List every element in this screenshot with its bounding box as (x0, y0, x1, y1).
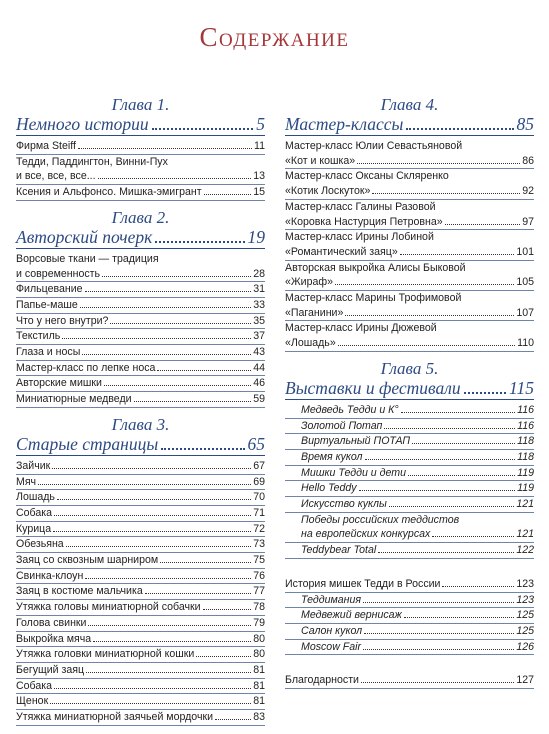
page-title: Содержание (199, 22, 350, 52)
chapter-title-link[interactable] (16, 114, 265, 136)
entry-title: и современность (16, 267, 101, 280)
entry-page-number: 80 (253, 648, 265, 661)
dot-leader (400, 254, 515, 255)
entry-title: Заяц со сквозным шарниром (16, 554, 159, 567)
toc-entry[interactable] (285, 291, 534, 306)
entry-page-number: 97 (522, 215, 534, 228)
dot-leader (78, 148, 252, 149)
entry-title: Папье-маше (16, 298, 78, 311)
entry-page-number: 123 (516, 593, 534, 606)
dot-leader (203, 609, 252, 610)
toc-entry[interactable] (285, 154, 534, 170)
dot-leader (93, 641, 251, 642)
entry-title: История мишек Тедди в России (285, 577, 441, 590)
dot-leader (384, 428, 515, 429)
chapter-number: Глава 4. (380, 95, 439, 114)
toc-entry[interactable] (16, 632, 265, 648)
entry-page-number: 76 (253, 569, 265, 582)
entry-title: и все, все, все... (16, 170, 96, 183)
toc-right-column (285, 96, 534, 697)
entry-page-number: 43 (253, 346, 265, 359)
toc-entry[interactable] (285, 577, 534, 593)
dot-leader (54, 515, 251, 516)
chapter-page-number: 85 (516, 114, 534, 134)
entry-title: «Романтический заяц» (285, 245, 398, 258)
chapter-number: Глава 2. (111, 207, 170, 227)
entry-title: Собака (16, 679, 53, 692)
toc-entry[interactable] (16, 392, 265, 408)
dot-leader (145, 593, 251, 594)
dot-leader (86, 672, 251, 673)
toc-entry[interactable] (16, 155, 265, 170)
dot-leader (204, 194, 252, 195)
chapter-number: Глава 5. (380, 358, 439, 378)
toc-entry[interactable] (16, 329, 265, 345)
toc-entry[interactable] (16, 314, 265, 330)
entry-title: Обезьяна (16, 538, 64, 551)
entry-page-number: 37 (253, 330, 265, 343)
chapter-title: Старые страницы (16, 433, 159, 454)
entry-title: Мастер-класс Ирины Лобиной (285, 231, 434, 244)
entry-title: Ворсовые ткани — традиция (16, 252, 159, 265)
entry-title: Teddybear Total (301, 544, 377, 557)
entry-page-number: 119 (517, 466, 534, 479)
toc-left-column (16, 96, 265, 734)
toc-entry[interactable] (16, 647, 265, 663)
toc-entry[interactable] (16, 522, 265, 538)
entry-title: «Кот и кошка» (285, 154, 356, 167)
entry-page-number: 81 (253, 695, 265, 708)
dot-leader (38, 484, 251, 485)
entry-title: Теддимания (301, 593, 362, 606)
entry-page-number: 13 (253, 170, 265, 183)
entry-page-number: 70 (253, 491, 265, 504)
entry-page-number: 71 (253, 506, 265, 519)
entry-page-number: 35 (253, 314, 265, 327)
entry-title: Зайчик (16, 459, 51, 472)
entry-page-number: 121 (516, 528, 534, 541)
toc-entry[interactable] (285, 275, 534, 291)
toc-entry[interactable] (16, 376, 265, 392)
toc-entry[interactable] (285, 466, 534, 482)
toc-entry[interactable] (16, 361, 265, 377)
chapter-title: Выставки и фестивали (285, 377, 461, 398)
dot-leader (50, 703, 251, 704)
entry-page-number: 116 (517, 403, 534, 416)
entry-title: Салон кукол (301, 624, 363, 637)
entry-title: Золотой Потап (301, 419, 383, 432)
entry-title: Глаза и носы (16, 346, 81, 359)
dot-leader (432, 536, 514, 537)
dot-leader (152, 128, 254, 130)
chapter-page-number: 5 (256, 114, 265, 134)
dot-leader (82, 354, 251, 355)
dot-leader (406, 128, 513, 130)
entry-title: Фирма Steiff (16, 140, 76, 152)
entry-title: «Коровка Настурция Петровна» (285, 215, 443, 228)
section-gap (285, 663, 534, 673)
toc-entry[interactable] (285, 321, 534, 336)
entry-page-number: 69 (253, 475, 265, 488)
toc-entry[interactable] (16, 252, 265, 267)
entry-title: Мастер-класс Юлии Севастьяновой (285, 140, 463, 152)
entry-title: Заяц в костюме мальчика (16, 585, 143, 598)
entry-page-number: 31 (253, 283, 265, 296)
entry-page-number: 75 (253, 554, 265, 567)
toc-entry[interactable] (285, 403, 534, 419)
entry-page-number: 126 (516, 640, 534, 653)
toc-entry[interactable] (16, 584, 265, 600)
dot-leader (378, 552, 514, 553)
dot-leader (98, 178, 252, 179)
entry-page-number: 80 (253, 632, 265, 645)
dot-leader (66, 546, 252, 547)
chapter-title-link[interactable] (16, 227, 265, 249)
entry-title: Мяч (16, 475, 37, 488)
entry-title: Медвежий вернисаж (301, 609, 402, 622)
chapter-number: Глава 3. (111, 414, 170, 434)
entry-page-number: 121 (516, 498, 534, 511)
chapter-title-link[interactable] (16, 434, 265, 456)
dot-leader (160, 562, 251, 563)
toc-entry[interactable] (285, 481, 534, 497)
entry-title: Бегущий заяц (16, 663, 85, 676)
dot-leader (442, 586, 514, 587)
toc-entry[interactable] (285, 215, 534, 231)
toc-entry[interactable] (285, 336, 534, 352)
entry-page-number: 15 (253, 186, 265, 199)
toc-entry[interactable] (16, 694, 265, 710)
toc-entry[interactable] (285, 497, 534, 513)
entry-page-number: 118 (517, 450, 534, 463)
dot-leader (412, 443, 515, 444)
dot-leader (80, 307, 251, 308)
toc-entry[interactable] (16, 569, 265, 585)
entry-title: Мишки Тедди и дети (301, 466, 406, 479)
toc-entry[interactable] (285, 543, 534, 559)
dot-leader (110, 323, 251, 324)
dot-leader (104, 385, 251, 386)
entry-page-number: 101 (516, 245, 534, 258)
entry-page-number: 33 (253, 298, 265, 311)
entry-page-number: 119 (517, 482, 534, 495)
entry-page-number: 116 (517, 419, 534, 432)
toc-entry[interactable] (16, 282, 265, 298)
entry-title: Hello Teddy (301, 482, 357, 495)
toc-entry[interactable] (285, 200, 534, 215)
entry-page-number: 92 (522, 185, 534, 198)
entry-page-number: 28 (253, 267, 265, 280)
entry-title: Что у него внутри? (16, 314, 109, 327)
entry-page-number: 125 (516, 609, 534, 622)
entry-title: Лошадь (16, 491, 55, 504)
toc-chapter (285, 96, 534, 352)
toc-chapter (16, 209, 265, 408)
entry-title: Мастер-класс Галины Разовой (285, 200, 436, 213)
dot-leader (338, 345, 515, 346)
entry-page-number: 125 (516, 624, 534, 637)
toc-entry[interactable] (285, 419, 534, 435)
toc-entry[interactable] (285, 593, 534, 609)
entry-title: Мастер-класс Ирины Дюжевой (285, 322, 437, 335)
dot-leader (404, 617, 514, 618)
toc-entry[interactable] (16, 475, 265, 491)
dot-leader (359, 490, 516, 491)
entry-page-number: 73 (253, 538, 265, 551)
entry-page-number: 118 (517, 435, 534, 448)
dot-leader (364, 633, 514, 634)
entry-page-number: 67 (253, 459, 265, 472)
entry-title: Благодарности (285, 674, 359, 687)
dot-leader (215, 719, 251, 720)
entry-page-number: 86 (522, 154, 534, 167)
dot-leader (155, 241, 244, 243)
dot-leader (53, 531, 251, 532)
toc-entry[interactable] (285, 261, 534, 276)
toc-entry[interactable] (16, 298, 265, 314)
entry-page-number: 46 (253, 377, 265, 390)
entry-page-number: 110 (517, 337, 534, 350)
toc-entry[interactable] (285, 673, 534, 689)
entry-page-number: 81 (253, 679, 265, 692)
chapter-number: Глава 1. (111, 95, 170, 114)
dot-leader (365, 459, 516, 460)
chapter-title-link[interactable] (285, 378, 534, 400)
entry-title: «Паганини» (285, 306, 344, 319)
toc-entry[interactable] (285, 245, 534, 261)
entry-page-number: 83 (253, 711, 265, 724)
entry-title: Ксения и Альфонсо. Мишка-эмигрант (16, 186, 202, 199)
dot-leader (54, 688, 251, 689)
entry-title: Виртуальный ПОТАП (301, 435, 411, 448)
entry-title: Собака (16, 506, 53, 519)
entry-title: «Лошадь» (285, 337, 336, 350)
entry-title: Курица (16, 522, 52, 535)
entry-title: Moscow Fair (301, 640, 362, 653)
entry-title: Утяжка головки миниатюрной кошки (16, 648, 195, 661)
toc-entry[interactable] (285, 139, 534, 154)
entry-title: Тедди, Паддингтон, Винни-Пух (16, 155, 168, 168)
entry-title: Победы российских теддистов (301, 513, 460, 526)
toc-entry[interactable] (285, 513, 534, 528)
dot-leader (134, 401, 252, 402)
entry-page-number: 105 (516, 276, 534, 289)
dot-leader (62, 338, 251, 339)
toc-entry[interactable] (16, 490, 265, 506)
entry-page-number: 81 (253, 663, 265, 676)
toc-entry[interactable] (16, 459, 265, 475)
chapter-title-link[interactable] (285, 114, 534, 136)
dot-leader (335, 284, 514, 285)
entry-title: Время кукол (301, 450, 363, 463)
chapter-title: Мастер-классы (285, 114, 404, 134)
dot-leader (464, 392, 506, 394)
dot-leader (401, 412, 515, 413)
entry-title: Мастер-класс Марины Трофимовой (285, 292, 462, 305)
entry-page-number: 123 (516, 577, 534, 590)
toc-entry[interactable] (16, 710, 265, 726)
toc-entry[interactable] (16, 553, 265, 569)
entry-title: Миниатюрные медведи (16, 393, 132, 406)
entry-title: на европейских конкурсах (301, 528, 431, 541)
entry-title: Щенок (16, 695, 49, 708)
toc-entry[interactable] (285, 450, 534, 466)
dot-leader (372, 193, 520, 194)
dot-leader (389, 506, 515, 507)
entry-page-number: 79 (253, 616, 265, 629)
toc-entry[interactable] (285, 640, 534, 656)
entry-page-number: 11 (254, 140, 265, 152)
toc-entry[interactable] (16, 345, 265, 361)
entry-title: Утяжка головы миниатюрной собачки (16, 601, 201, 614)
entry-title: Голова свинки (16, 616, 87, 629)
toc-entry[interactable] (16, 600, 265, 616)
entry-page-number: 77 (253, 585, 265, 598)
dot-leader (361, 682, 514, 683)
toc-entry[interactable] (285, 608, 534, 624)
entry-page-number: 59 (253, 393, 265, 406)
dot-leader (102, 276, 251, 277)
toc-chapter (16, 416, 265, 726)
toc-entry[interactable] (16, 537, 265, 553)
entry-page-number: 107 (516, 306, 534, 319)
entry-title: «Жираф» (285, 276, 333, 289)
entry-title: Фильцевание (16, 283, 83, 296)
chapter-page-number: 65 (247, 433, 265, 454)
entry-page-number: 72 (253, 522, 265, 535)
toc-entry[interactable] (285, 184, 534, 200)
entry-title: Медведь Тедди и К° (301, 403, 399, 416)
entry-title: «Котик Лоскуток» (285, 185, 371, 198)
toc-entry[interactable] (16, 616, 265, 632)
chapter-page-number: 19 (247, 226, 265, 247)
toc-entry[interactable] (16, 506, 265, 522)
dot-leader (85, 291, 252, 292)
toc-entry[interactable] (285, 434, 534, 450)
toc-entry[interactable] (16, 267, 265, 283)
chapter-page-number: 115 (509, 377, 534, 398)
dot-leader (408, 475, 515, 476)
entry-title: Мастер-класс по лепке носа (16, 361, 156, 374)
chapter-title: Немного истории (16, 114, 149, 134)
dot-leader (88, 625, 251, 626)
dot-leader (52, 468, 251, 469)
toc-entry[interactable] (285, 624, 534, 640)
dot-leader (345, 315, 514, 316)
section-gap (285, 567, 534, 577)
dot-leader (445, 224, 521, 225)
dot-leader (85, 578, 251, 579)
dot-leader (196, 656, 251, 657)
dot-leader (357, 163, 520, 164)
entry-page-number: 44 (253, 361, 265, 374)
entry-title: Текстиль (16, 330, 61, 343)
dot-leader (57, 499, 251, 500)
chapter-title: Авторский почерк (16, 226, 153, 247)
entry-page-number: 127 (516, 674, 534, 687)
toc-entry[interactable] (16, 139, 265, 155)
toc-chapter (285, 360, 534, 559)
toc-chapter (285, 663, 534, 689)
entry-title: Авторская выкройка Алисы Быковой (285, 261, 466, 274)
toc-entry[interactable] (285, 527, 534, 543)
dot-leader (363, 649, 514, 650)
toc-entry[interactable] (16, 663, 265, 679)
entry-title: Выкройка мяча (16, 632, 92, 645)
entry-page-number: 122 (516, 544, 534, 557)
toc-entry[interactable] (16, 185, 265, 201)
dot-leader (363, 602, 514, 603)
toc-entry[interactable] (16, 679, 265, 695)
entry-title: Свинка-клоун (16, 569, 84, 582)
toc-entry[interactable] (285, 306, 534, 322)
dot-leader (157, 370, 251, 371)
toc-entry[interactable] (285, 169, 534, 184)
toc-entry[interactable] (285, 230, 534, 245)
toc-chapter (285, 567, 534, 656)
entry-page-number: 78 (253, 601, 265, 614)
entry-title: Авторские мишки (16, 377, 102, 390)
entry-title: Мастер-класс Оксаны Скляренко (285, 170, 449, 183)
toc-chapter (16, 96, 265, 201)
dot-leader (161, 448, 244, 450)
entry-title: Искусство куклы (301, 498, 387, 511)
entry-title: Утяжка миниатюрной заячьей мордочки (16, 711, 214, 724)
toc-entry[interactable] (16, 169, 265, 185)
